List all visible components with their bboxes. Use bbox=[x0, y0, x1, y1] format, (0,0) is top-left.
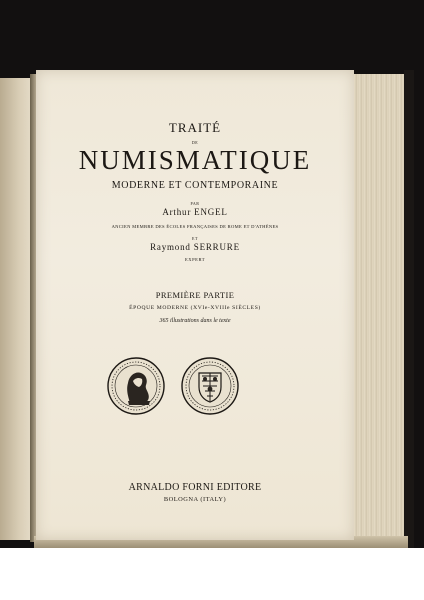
period-label: ÉPOQUE MODERNE (XVIe-XVIIIe SIÈCLES) bbox=[129, 305, 261, 311]
part-label: PREMIÈRE PARTIE bbox=[155, 290, 235, 300]
publisher-city: BOLOGNA (ITALY) bbox=[163, 496, 227, 503]
author-engel: Arthur ENGEL bbox=[162, 207, 228, 217]
and-label: ET bbox=[192, 236, 198, 241]
main-title: NUMISMATIQUE bbox=[78, 145, 312, 175]
book-back-cover bbox=[404, 70, 414, 548]
author-engel-role: ANCIEN MEMBRE DES ÉCOLES FRANÇAISES DE ROME ET D'ATHÈNES bbox=[111, 224, 279, 229]
by-label: PAR bbox=[190, 201, 200, 206]
title-traite: TRAITÉ bbox=[168, 120, 222, 135]
author-serrure: Raymond SERRURE bbox=[150, 242, 240, 252]
author-serrure-role: EXPERT bbox=[184, 257, 206, 262]
page-stack-edges bbox=[352, 74, 409, 544]
publisher: ARNALDO FORNI EDITORE bbox=[128, 482, 262, 493]
subtitle: MODERNE ET CONTEMPORAINE bbox=[111, 180, 279, 191]
coin-portrait-icon bbox=[106, 356, 166, 416]
illustrations-note: 365 illustrations dans le texte bbox=[159, 318, 231, 324]
title-de: DE bbox=[191, 140, 199, 145]
coin-arms-icon bbox=[180, 356, 240, 416]
